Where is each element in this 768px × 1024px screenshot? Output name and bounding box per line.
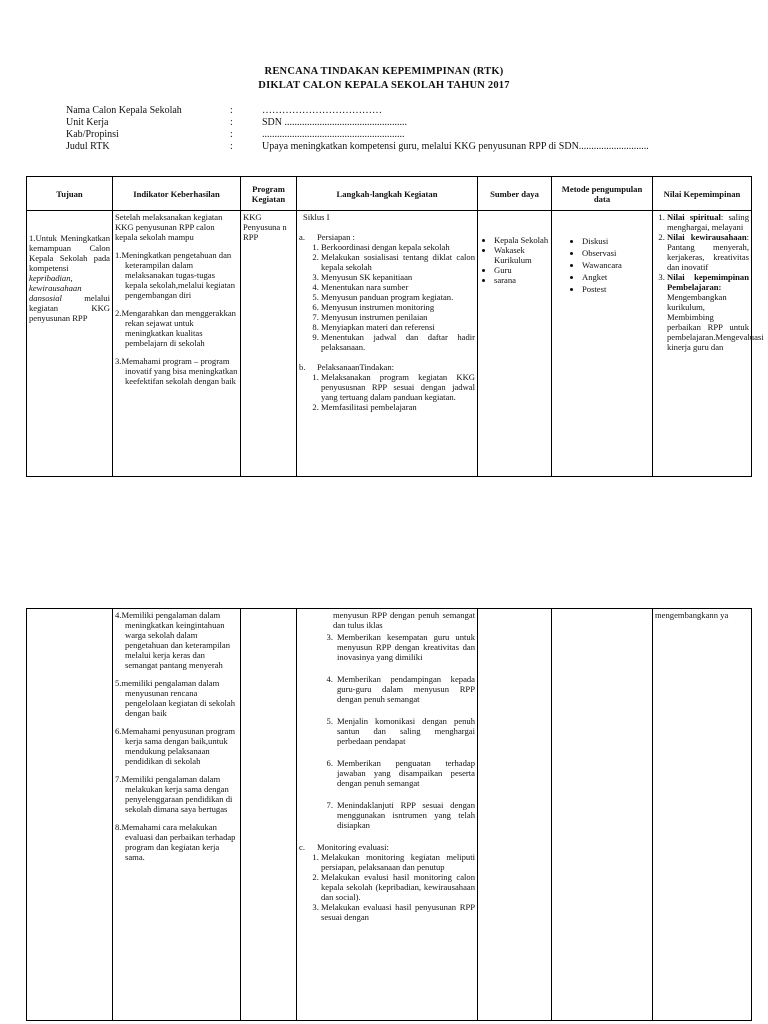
list-item xyxy=(667,232,749,272)
siklus-label: Siklus I xyxy=(303,212,330,222)
rtk-table-page2 xyxy=(26,608,752,1021)
list-item: • Wawancara xyxy=(582,259,650,271)
section-title: PelaksanaanTindakan: xyxy=(317,362,395,372)
item-number: 3. xyxy=(326,632,333,642)
column-header-metode: Metode pengumpulan data xyxy=(552,177,653,211)
column-header-nilai: Nilai Kepemimpinan xyxy=(653,177,752,211)
meta-value: SDN ................................................. xyxy=(262,117,408,128)
list-item xyxy=(299,800,475,830)
list-item: 1. Berkoordinasi dengan kepala sekolah xyxy=(321,242,475,252)
meta-value: Upaya meningkatkan kompetensi guru, melalui KKG penyusunan RPP di SDN............................ xyxy=(262,141,649,152)
pelaksanaan-heading xyxy=(299,362,475,372)
monitoring-list xyxy=(299,852,475,922)
list-item: 2. Memfasilitasi pembelajaran xyxy=(321,402,475,412)
tujuan-text: 1.Untuk Meningkatkan kemampuan Calon Kepala Sekolah pada kompetensi xyxy=(29,233,110,273)
item-number: 5. xyxy=(326,716,333,726)
sumber-cell xyxy=(478,609,552,1021)
indikator-item: 4.Memiliki pengalaman dalam meningkatkan keingintahuan warga sekolah dalam pengetahuan dan keterampilan melalui kerja keras dan semangat pantang menyerah xyxy=(115,610,230,670)
list-item: • Diskusi xyxy=(582,235,650,247)
meta-colon: : xyxy=(230,129,233,140)
meta-label: Kab/Propinsi xyxy=(66,129,119,140)
langkah-cell xyxy=(297,211,478,477)
indikator-item: 6.Memahami penyusunan program kerja sama dengan baik,untuk mendukung pelaksanaan pendidikan di sekolah xyxy=(115,726,236,766)
column-header-indikator: Indikator Keberhasilan xyxy=(113,177,241,211)
list-item: 8. Menyiapkan materi dan referensi xyxy=(321,322,475,332)
nilai-head: Nilai kewirausahaan xyxy=(667,232,747,242)
column-header-langkah: Langkah-langkah Kegiatan xyxy=(297,177,478,211)
persiapan-heading xyxy=(299,232,475,242)
section-title: Monitoring evaluasi: xyxy=(317,842,389,852)
meta-colon: : xyxy=(230,141,233,152)
list-item: 2. Melakukan evalusi hasil monitoring calon kepala sekolah (kepribadian, kewirausahaan dan social). xyxy=(321,872,475,902)
indikator-item: 7.Memiliki pengalaman dalam melakukan kerja sama dengan penyelenggaraan pendidikan di sekolah dimana saya bertugas xyxy=(115,774,233,814)
column-header-tujuan: Tujuan xyxy=(27,177,113,211)
list-item: • Postest xyxy=(582,283,650,295)
pelaksanaan-list xyxy=(299,372,475,412)
continued-text: menyusun RPP dengan penuh semangat dan tulus iklas xyxy=(333,610,475,630)
list-item xyxy=(299,674,475,704)
meta-label: Unit Kerja xyxy=(66,117,109,128)
indikator-item: 8.Memahami cara melakukan evaluasi dan perbaikan terhadap program dan kegiatan kerja sama. xyxy=(115,822,236,862)
indikator-item: 2.Mengarahkan dan menggerakkan rekan sejawat untuk meningkatkan kualitas pembelajarn di sekolah xyxy=(115,308,236,348)
column-header-program: Program Kegiatan xyxy=(241,177,297,211)
meta-colon: : xyxy=(230,117,233,128)
list-item: • Guru xyxy=(494,265,549,275)
rtk-table-page1 xyxy=(26,176,764,477)
list-item: 7. Menyusun instrumen penilaian xyxy=(321,312,475,322)
meta-label: Nama Calon Kepala Sekolah xyxy=(66,105,182,116)
langkah-cell xyxy=(297,609,478,1021)
nilai-list xyxy=(655,212,764,352)
list-item xyxy=(667,272,764,352)
program-cell: KKG Penyusuna n RPP xyxy=(241,211,297,477)
list-item: 1. Melakukan monitoring kegiatan meliputi persiapan, pelaksanaan dan penutup xyxy=(321,852,475,872)
nilai-head: Nilai kepemimpinan Pembelajaran: xyxy=(667,272,749,292)
list-item: 2. Melakukan sosialisasi tentang diklat calon kepala sekolah xyxy=(321,252,475,272)
indikator-item: 1.Meningkatkan pengetahuan dan keterampilan dalam melaksanakan tugas-tugas kepala sekolah,melalui kegiatan pengembangan diri xyxy=(115,250,236,300)
list-item: 5. Menyusun panduan program kegiatan. xyxy=(321,292,475,302)
metode-cell xyxy=(552,211,653,477)
list-item: • Observasi xyxy=(582,247,650,259)
meta-value: ……………………………… xyxy=(262,105,382,116)
list-item: 6. Menyusun instrumen monitoring xyxy=(321,302,475,312)
nilai-head: Nilai spiritual xyxy=(667,212,721,222)
list-item: • Kepala Sekolah xyxy=(494,235,549,245)
item-number: 7. xyxy=(326,800,333,810)
tujuan-cell xyxy=(27,211,113,477)
document-subtitle: DIKLAT CALON KEPALA SEKOLAH TAHUN 2017 xyxy=(258,80,510,91)
column-header-sumber: Sumber daya xyxy=(478,177,552,211)
list-item: 4. Menentukan nara sumber xyxy=(321,282,475,292)
tujuan-cell xyxy=(27,609,113,1021)
indikator-cell xyxy=(113,609,241,1021)
list-item xyxy=(299,632,475,662)
item-text: Memberikan kesempatan guru untuk menyusun RPP dengan kreativitas dan inovasinya yang dimiliki xyxy=(337,632,475,662)
table-row xyxy=(27,609,752,1021)
metode-cell xyxy=(552,609,653,1021)
sumber-cell xyxy=(478,211,552,477)
list-item: 9. Menentukan jadwal dan daftar hadir pelaksanaan. xyxy=(321,332,475,352)
section-title: Persiapan : xyxy=(317,232,355,242)
nilai-cell xyxy=(653,211,764,477)
meta-value: ......................................................... xyxy=(262,129,405,140)
indikator-item: 5.memiliki pengalaman dalam menyusunan rencana pengelolaan kegiatan di sekolah dengan baik xyxy=(115,678,236,718)
meta-colon: : xyxy=(230,105,233,116)
meta-label: Judul RTK xyxy=(66,141,110,152)
nilai-body: : Pantang menyerah, kerjakeras, kreativitas dan inovatif xyxy=(667,232,749,272)
list-item: 3. Menyusun SK kepanitiaan xyxy=(321,272,475,282)
table-header-row xyxy=(27,177,752,211)
item-number: 4. xyxy=(326,674,333,684)
section-letter: c. xyxy=(299,842,305,852)
list-item xyxy=(299,716,475,746)
item-text: Memberikan penguatan terhadap jawaban yang disampaikan peserta dengan penuh semangat xyxy=(337,758,475,788)
indikator-cell xyxy=(113,211,241,477)
section-letter: a. xyxy=(299,232,305,242)
list-item: 1. Melaksanakan program kegiatan KKG penyususnan RPP sesuai dengan jadwal yang tertuang dalam panduan kegiatan. xyxy=(321,372,475,402)
nilai-body: Mengembangkan kurikulum, Membimbing perbaikan RPP untuk pembelajaran.Mengevaluasi kinerja guru dan xyxy=(667,292,764,352)
tujuan-text-end: melalui kegiatan KKG penyusunan RPP xyxy=(29,293,110,323)
item-number: 6. xyxy=(326,758,333,768)
sumber-list xyxy=(480,235,549,285)
indikator-intro: Setelah melaksanakan kegiatan KKG penyusunan RPP calon kepala sekolah mampu xyxy=(115,212,223,242)
monitoring-heading xyxy=(299,842,475,852)
nilai-cell: mengembangkann ya xyxy=(653,609,752,1021)
program-cell xyxy=(241,609,297,1021)
section-letter: b. xyxy=(299,362,306,372)
list-item: • Angket xyxy=(582,271,650,283)
list-item: 3. Melakukan evaluasi hasil penyusunan RPP sesuai dengan xyxy=(321,902,475,922)
document-title: RENCANA TINDAKAN KEPEMIMPINAN (RTK) xyxy=(264,66,504,77)
item-text: Menindaklanjuti RPP sesuai dengan menggunakan isntrumen yang telah disiapkan xyxy=(337,800,475,830)
persiapan-list xyxy=(299,242,475,352)
metode-list xyxy=(568,235,650,295)
tujuan-competency: kepribadian, kewirausahaan dansosial xyxy=(29,273,82,303)
indikator-item: 3.Memahami program – program inovatif yang bisa meningkatkan keefektifan sekolah dengan baik xyxy=(115,356,238,386)
item-text: Menjalin komonikasi dengan penuh santun dan saling menghargai perbedaan pendapat xyxy=(337,716,475,746)
list-item xyxy=(299,758,475,788)
list-item: • Wakasek Kurikulum xyxy=(494,245,549,265)
table-row xyxy=(27,211,752,477)
nilai-body: : saling menghargai, melayani xyxy=(667,212,749,232)
list-item: • sarana xyxy=(494,275,549,285)
item-text: Memberikan pendampingan kepada guru-guru dalam menyusun RPP dengan penuh semangat xyxy=(337,674,475,704)
list-item xyxy=(667,212,749,232)
